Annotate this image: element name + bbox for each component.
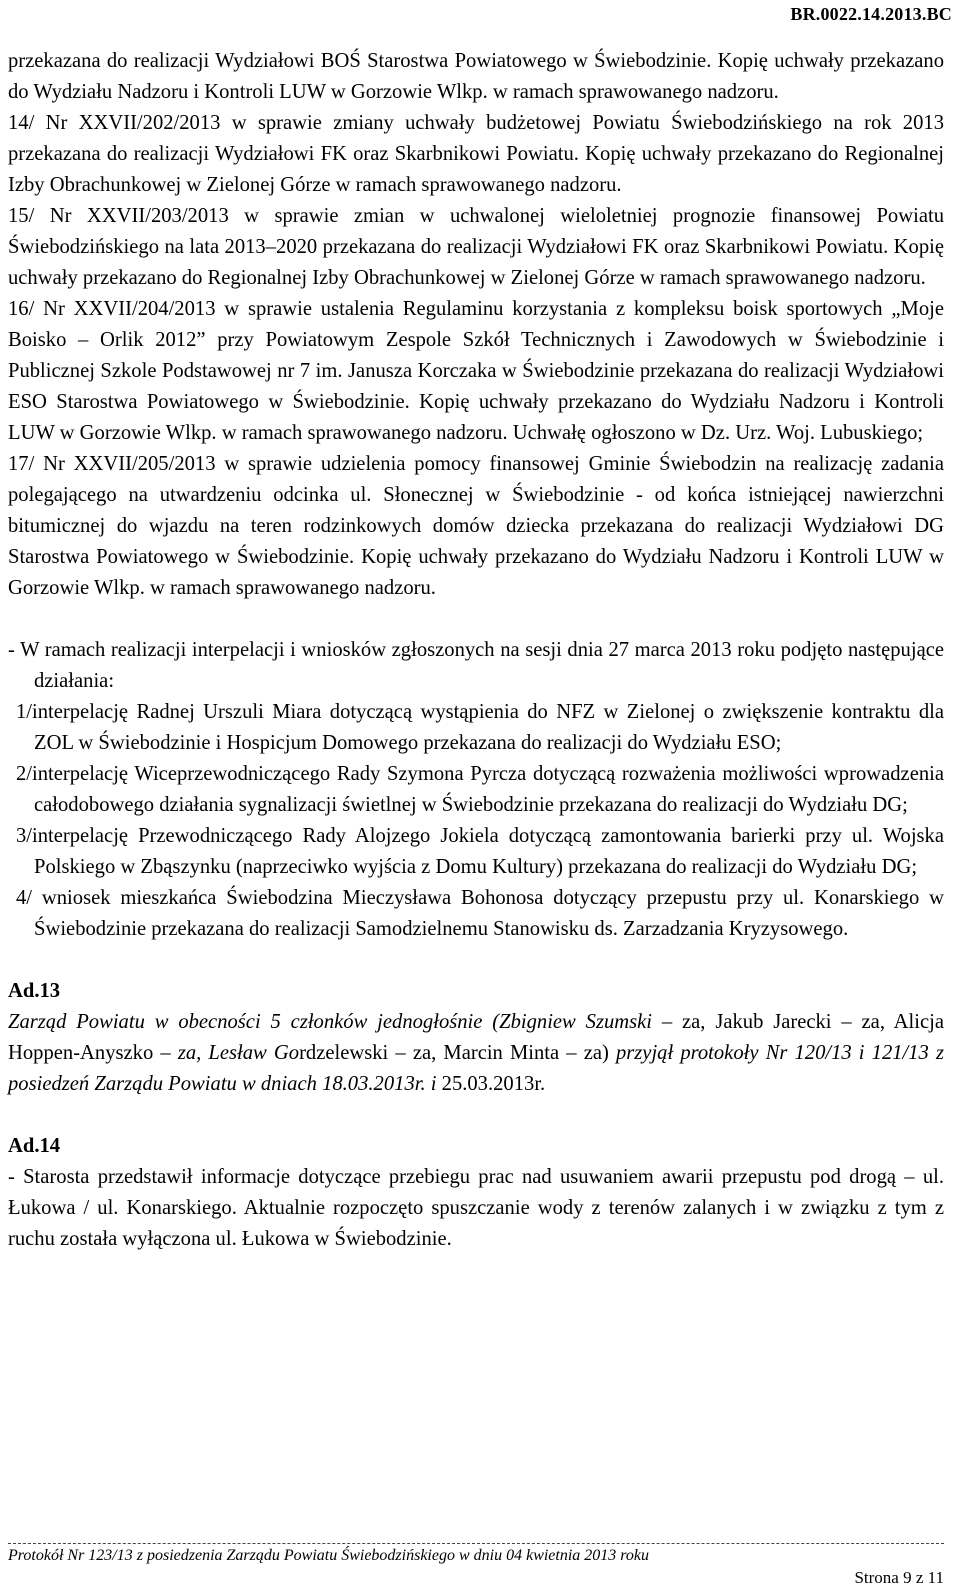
- agenda-heading: Ad.14: [8, 1135, 61, 1157]
- resolution-14: 14/ Nr XXVII/202/2013 w sprawie zmiany uchwały budżetowej Powiatu Świebodzińskiego na rok 2013 przekazana do realizacji Wydziałowi FK oraz Skarbnikowi Powiatu. Kopię uchwały przekazano do Regionalnej Izby Obrachunkowej w Zielonej Górze w ramach sprawowanego nadzoru.: [8, 112, 944, 196]
- interpellation-item: 3/interpelację Przewodniczącego Rady Alojzego Jokiela dotyczącą zamontowania barierki przy ul. Wojska Polskiego w Zbąszynku (naprzeciwko wyjścia z Domu Kultury) przekazana do realizacji do Wydziału DG;: [16, 825, 944, 878]
- document-body: [8, 46, 944, 1255]
- agenda-item-13: [8, 976, 944, 1100]
- resolution-17: 17/ Nr XXVII/205/2013 w sprawie udzielenia pomocy finansowej Gminie Świebodzin na realizację zadania polegającego na utwardzeniu odcinka ul. Słonecznej w Świebodzinie - od końca istniejącej nawierzchni bitumicznej do wjazdu na teren rodzinkowych domów dziecka przekazana do realizacji Wydziałowi DG Starostwa Powiatowego w Świebodzinie. Kopię uchwały przekazano do Wydziału Nadzoru i Kontroli LUW w Gorzowie Wlkp. w ramach sprawowanego nadzoru.: [8, 453, 944, 599]
- interpellations-section: [8, 635, 944, 945]
- agenda-item-14: [8, 1131, 944, 1255]
- agenda-heading: Ad.13: [8, 980, 61, 1002]
- page-number: Strona 9 z 11: [854, 1568, 944, 1587]
- resolution-15: 15/ Nr XXVII/203/2013 w sprawie zmian w uchwalonej wieloletniej prognozie finansowej Powiatu Świebodzińskiego na lata 2013–2020 przekazana do realizacji Wydziałowi FK oraz Skarbnikowi Powiatu. Kopię uchwały przekazano do Regionalnej Izby Obrachunkowej w Zielonej Górze w ramach sprawowanego nadzoru.: [8, 205, 944, 289]
- agenda-text: - Starosta przedstawił informacje dotyczące przebiegu prac nad usuwaniem awarii przepustu pod drogą – ul. Łukowa / ul. Konarskiego. Aktualnie rozpoczęto spuszczanie wody z terenów zalanych i w związku z tym z ruchu została wyłączona ul. Łukowa w Świebodzinie.: [8, 1166, 944, 1250]
- interpellation-item: 4/ wniosek mieszkańca Świebodzina Mieczysława Bohonosa dotyczący przepustu przy ul. Konarskiego w Świebodzinie przekazana do realizacji Samodzielnemu Stanowisku ds. Zarzadzania Kryzysowego.: [16, 887, 944, 940]
- paragraph-continuation: przekazana do realizacji Wydziałowi BOŚ Starostwa Powiatowego w Świebodzinie. Kopię uchwały przekazano do Wydziału Nadzoru i Kontroli LUW w Gorzowie Wlkp. w ramach sprawowanego nadzoru.: [8, 50, 944, 103]
- agenda-text: Zarząd Powiatu w obecności 5 członków jednogłośnie (Zbigniew Szumski – za, Jakub Jarecki – za, Alicja Hoppen-Anyszko – za, Lesław Gordzelewski – za, Marcin Minta – za) przyjął protokoły Nr 120/13 i 121/13 z posiedzeń Zarządu Powiatu w dniach 18.03.2013r. i 25.03.2013r.: [8, 1011, 945, 1095]
- resolution-16: 16/ Nr XXVII/204/2013 w sprawie ustalenia Regulaminu korzystania z kompleksu boisk sportowych „Moje Boisko – Orlik 2012” przy Powiatowym Zespole Szkół Technicznych i Zawodowych w Świebodzinie i Publicznej Szkole Podstawowej nr 7 im. Janusza Korczaka w Świebodzinie przekazana do realizacji Wydziałowi ESO Starostwa Powiatowego w Świebodzinie. Kopię uchwały przekazano do Wydziału Nadzoru i Kontroli LUW w Gorzowie Wlkp. w ramach sprawowanego nadzoru. Uchwałę ogłoszono w Dz. Urz. Woj. Lubuskiego;: [8, 298, 944, 444]
- interpellations-intro: - W ramach realizacji interpelacji i wniosków zgłoszonych na sesji dnia 27 marca 2013 roku podjęto następujące działania:: [8, 639, 944, 692]
- document-reference: BR.0022.14.2013.BC: [790, 4, 952, 24]
- interpellation-item: 2/interpelację Wiceprzewodniczącego Rady Szymona Pyrcza dotyczącą rozważenia możliwości wprowadzenia całodobowego działania sygnalizacji świetlnej w Świebodzinie przekazana do realizacji do Wydziału DG;: [16, 763, 944, 816]
- footer-protocol: Protokół Nr 123/13 z posiedzenia Zarządu Powiatu Świebodzińskiego w dniu 04 kwietnia 2013 roku: [8, 1547, 650, 1564]
- footer-divider: [8, 1543, 944, 1544]
- interpellation-item: 1/interpelację Radnej Urszuli Miara dotyczącą wystąpienia do NFZ w Zielonej o zwiększenie kontraktu dla ZOL w Świebodzinie i Hospicjum Domowego przekazana do realizacji do Wydziału ESO;: [16, 701, 944, 754]
